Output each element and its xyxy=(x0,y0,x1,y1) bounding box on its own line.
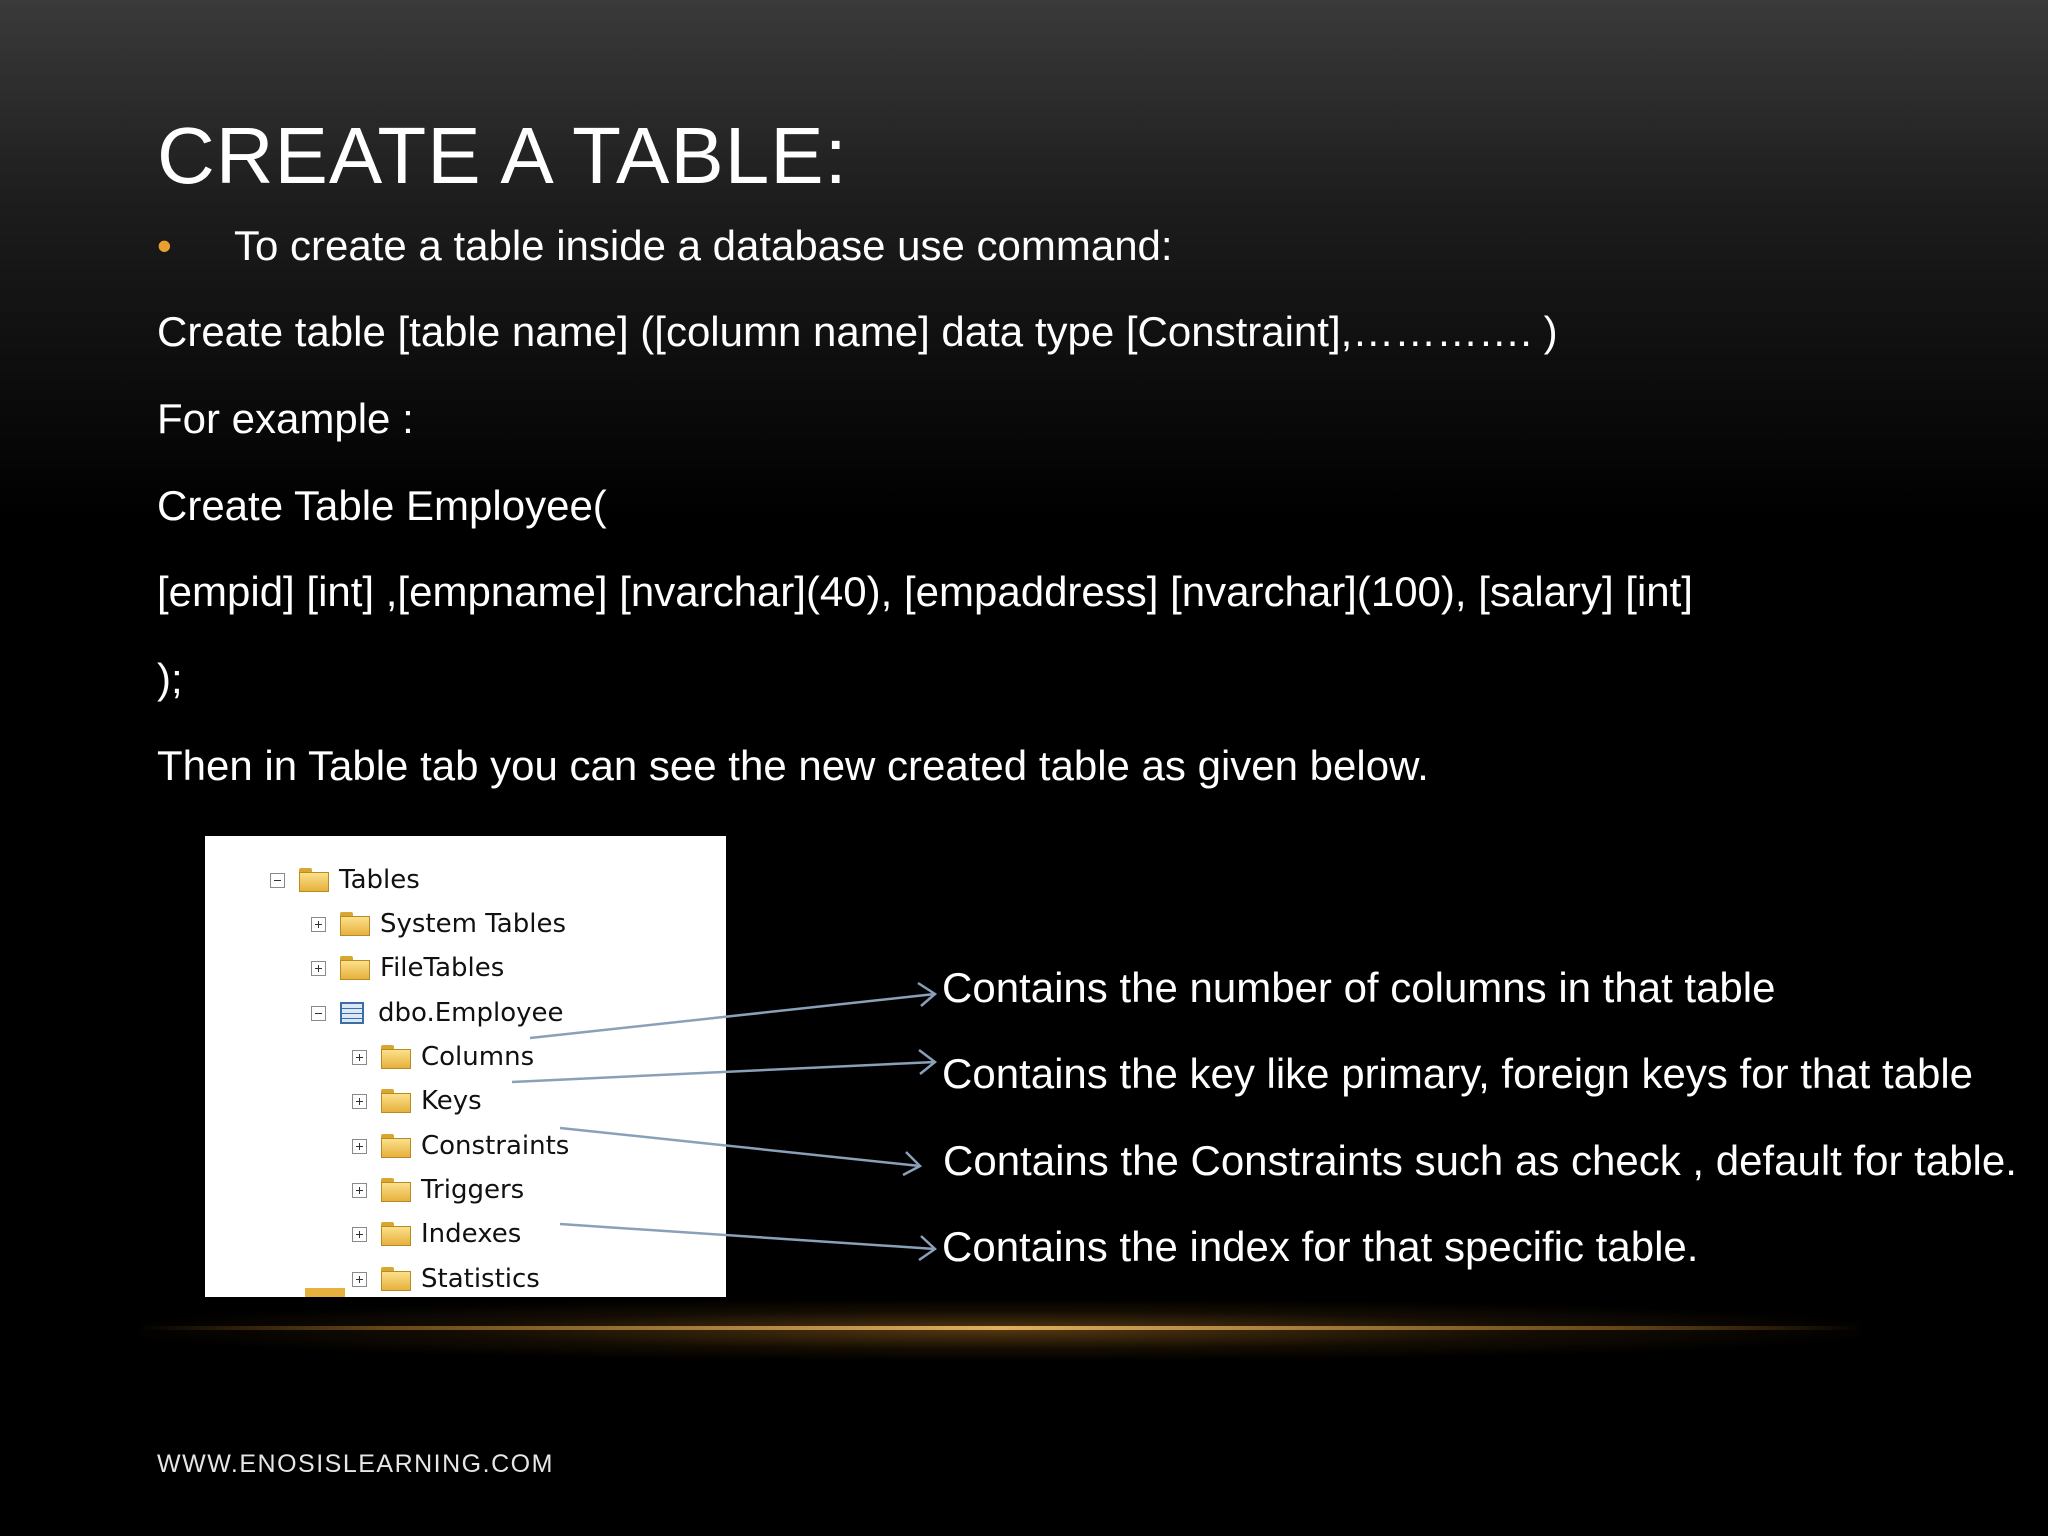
object-explorer-screenshot xyxy=(205,836,726,1297)
expand-icon[interactable] xyxy=(352,1227,367,1242)
tree-label: dbo.Employee xyxy=(378,998,564,1028)
folder-icon xyxy=(381,1178,411,1202)
annotation-keys: Contains the key like primary, foreign keys for that table xyxy=(942,1050,1974,1097)
bullet-text: To create a table inside a database use command: xyxy=(234,222,1173,269)
gold-glow xyxy=(140,1300,1860,1360)
tree-node-columns[interactable] xyxy=(352,1037,534,1077)
bullet-icon: • xyxy=(157,222,172,269)
collapse-icon[interactable] xyxy=(270,873,285,888)
gold-divider xyxy=(140,1326,1860,1330)
collapse-icon[interactable] xyxy=(311,1006,326,1021)
annotation-columns: Contains the number of columns in that table xyxy=(942,964,1776,1011)
code-line-3: ); xyxy=(157,655,183,702)
expand-icon[interactable] xyxy=(352,1183,367,1198)
tree-label: Columns xyxy=(421,1042,535,1072)
expand-icon[interactable] xyxy=(352,1094,367,1109)
tree-label: Tables xyxy=(339,865,420,895)
tree-node-filetables[interactable] xyxy=(311,948,504,988)
expand-icon[interactable] xyxy=(352,1050,367,1065)
tree-label: Keys xyxy=(421,1086,482,1116)
tree-label: System Tables xyxy=(380,909,566,939)
tree-label: Constraints xyxy=(421,1131,570,1161)
folder-icon xyxy=(340,956,370,980)
arrowhead-indexes xyxy=(919,1236,935,1260)
table-icon xyxy=(340,1002,364,1024)
tree-node-dbo-employee[interactable] xyxy=(311,993,564,1033)
folder-icon xyxy=(340,912,370,936)
folder-icon xyxy=(381,1267,411,1291)
tree-node-constraints[interactable] xyxy=(352,1126,569,1166)
expand-icon[interactable] xyxy=(311,961,326,976)
slide-title: CREATE A TABLE: xyxy=(157,111,848,200)
example-label: For example : xyxy=(157,395,414,442)
folder-icon xyxy=(381,1045,411,1069)
tree-node-indexes[interactable] xyxy=(352,1214,521,1254)
annotation-constraints: Contains the Constraints such as check , default for table. xyxy=(943,1137,2017,1184)
tree-label: Statistics xyxy=(421,1264,540,1294)
syntax-line: Create table [table name] ([column name] data type [Constraint],…………. ) xyxy=(157,308,1558,355)
tree-node-keys[interactable] xyxy=(352,1081,482,1121)
code-line-2: [empid] [int] ,[empname] [nvarchar](40), [empaddress] [nvarchar](100), [salary] [int] xyxy=(157,568,1693,615)
tree-node-triggers[interactable] xyxy=(352,1170,524,1210)
tree-node-tables[interactable] xyxy=(270,860,420,900)
tree-label: FileTables xyxy=(380,953,505,983)
folder-icon xyxy=(381,1089,411,1113)
tree-node-system-tables[interactable] xyxy=(311,904,566,944)
arrowhead-columns xyxy=(918,983,935,1006)
arrowhead-keys xyxy=(919,1050,935,1074)
tree-label: Triggers xyxy=(421,1175,525,1205)
expand-icon[interactable] xyxy=(311,917,326,932)
explanation-line: Then in Table tab you can see the new created table as given below. xyxy=(157,742,1429,789)
code-line-1: Create Table Employee( xyxy=(157,482,607,529)
folder-icon xyxy=(381,1134,411,1158)
clipped-folder-icon xyxy=(305,1288,345,1297)
tree-label: Indexes xyxy=(421,1219,522,1249)
arrowhead-constraints xyxy=(903,1152,920,1175)
folder-icon xyxy=(299,868,329,892)
annotation-indexes: Contains the index for that specific table. xyxy=(942,1223,1699,1270)
expand-icon[interactable] xyxy=(352,1139,367,1154)
footer-url: WWW.ENOSISLEARNING.COM xyxy=(157,1450,554,1478)
tree-node-statistics[interactable] xyxy=(352,1259,540,1297)
expand-icon[interactable] xyxy=(352,1272,367,1287)
folder-icon xyxy=(381,1222,411,1246)
